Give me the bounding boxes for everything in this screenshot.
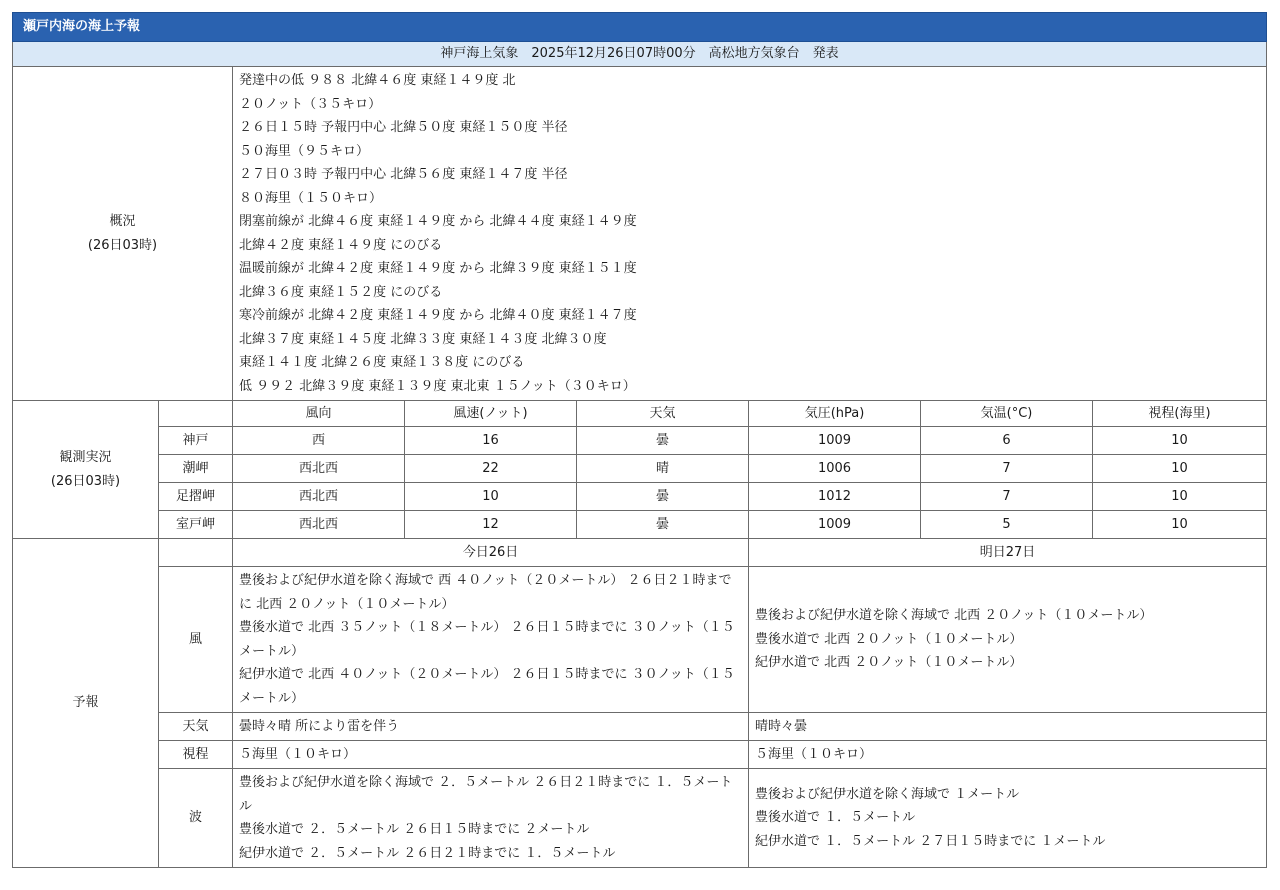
waves-forecast-day1	[233, 769, 749, 868]
pressure-cell: 1012	[749, 483, 921, 511]
wind-direction-cell: 西	[233, 427, 405, 455]
weather-row-label: 天気	[159, 713, 233, 741]
column-header: 気温(°C)	[921, 401, 1093, 427]
overview-line: 温暖前線が 北緯４２度 東経１４９度 から 北緯３９度 東経１５１度	[239, 261, 637, 276]
wind-forecast-line: 豊後および紀伊水道を除く海域で 西 ４０ノット（２０メートル） ２６日２１時までに 北西 ２０ノット（１０メートル）	[239, 573, 732, 612]
overview-line: 閉塞前線が 北緯４６度 東経１４９度 から 北緯４４度 東経１４９度	[239, 214, 637, 229]
visibility-cell: 10	[1093, 483, 1267, 511]
waves-forecast-line: 豊後水道で ２．５メートル ２６日１５時までに ２メートル	[239, 822, 590, 837]
table-row	[13, 483, 1267, 511]
issued-info: 神戸海上気象 2025年12月26日07時00分 高松地方気象台 発表	[13, 42, 1267, 67]
pressure-cell: 1009	[749, 511, 921, 539]
temperature-cell: 5	[921, 511, 1093, 539]
waves-forecast-line: 豊後および紀伊水道を除く海域で ２．５メートル ２６日２１時までに １．５メートル	[239, 775, 733, 814]
waves-forecast-line: 豊後および紀伊水道を除く海域で １メートル	[755, 786, 1020, 802]
weather-cell: 曇	[577, 483, 749, 511]
overview-line: 寒冷前線が 北緯４２度 東経１４９度 から 北緯４０度 東経１４７度	[239, 308, 637, 323]
wind-forecast-line: 豊後水道で 北西 ３５ノット（１８メートル） ２６日１５時までに ３０ノット（１５メートル）	[239, 620, 735, 659]
temperature-cell: 7	[921, 455, 1093, 483]
wind-direction-cell: 西北西	[233, 455, 405, 483]
station-name: 足摺岬	[159, 483, 233, 511]
visibility-forecast-day1: ５海里（１０キロ）	[233, 741, 749, 769]
overview-line: ２７日０３時 予報円中心 北緯５６度 東経１４７度 半径	[239, 167, 568, 182]
overview-line: 発達中の低 ９８８ 北緯４６度 東経１４９度 北	[239, 73, 516, 88]
waves-forecast-line: 紀伊水道で １．５メートル ２７日１５時までに １メートル	[755, 833, 1106, 849]
waves-row-label: 波	[159, 769, 233, 868]
wind-forecast-line: 紀伊水道で 北西 ２０ノット（１０メートル）	[755, 655, 1023, 671]
column-header: 気圧(hPa)	[749, 401, 921, 427]
pressure-cell: 1009	[749, 427, 921, 455]
table-row	[13, 427, 1267, 455]
weather-forecast-day1: 曇時々晴 所により雷を伴う	[233, 713, 749, 741]
wind-speed-cell: 10	[405, 483, 577, 511]
wind-speed-cell: 12	[405, 511, 577, 539]
overview-label: 概況	[109, 214, 136, 229]
visibility-cell: 10	[1093, 427, 1267, 455]
wind-speed-cell: 22	[405, 455, 577, 483]
pressure-cell: 1006	[749, 455, 921, 483]
station-name: 潮岬	[159, 455, 233, 483]
overview-text	[233, 67, 1267, 401]
visibility-cell: 10	[1093, 455, 1267, 483]
column-header: 風速(ノット)	[405, 401, 577, 427]
forecast-day2-header: 明日27日	[749, 539, 1267, 567]
wind-row-label: 風	[159, 567, 233, 713]
overview-line: 東経１４１度 北緯２６度 東経１３８度 にのびる	[239, 355, 525, 370]
temperature-cell: 7	[921, 483, 1093, 511]
page-title: 瀬戸内海の海上予報	[13, 13, 1267, 42]
weather-cell: 曇	[577, 511, 749, 539]
weather-cell: 晴	[577, 455, 749, 483]
observation-label-cell	[13, 401, 159, 539]
overview-line: ８０海里（１５０キロ）	[239, 190, 383, 206]
overview-line: 北緯３６度 東経１５２度 にのびる	[239, 284, 443, 300]
column-header: 視程(海里)	[1093, 401, 1267, 427]
table-row	[13, 455, 1267, 483]
forecast-day1-header: 今日26日	[233, 539, 749, 567]
wind-forecast-line: 豊後および紀伊水道を除く海域で 北西 ２０ノット（１０メートル）	[755, 608, 1153, 624]
overview-line: 北緯３７度 東経１４５度 北緯３３度 東経１４３度 北緯３０度	[239, 331, 607, 347]
visibility-cell: 10	[1093, 511, 1267, 539]
wind-forecast-line: 豊後水道で 北西 ２０ノット（１０メートル）	[755, 631, 1023, 647]
overview-line: ２６日１５時 予報円中心 北緯５０度 東経１５０度 半径	[239, 120, 568, 135]
marine-forecast-table	[12, 12, 1267, 868]
station-header-blank	[159, 401, 233, 427]
forecast-panel	[12, 12, 1266, 868]
temperature-cell: 6	[921, 427, 1093, 455]
waves-forecast-line: 豊後水道で １．５メートル	[755, 810, 916, 826]
overview-line: ５０海里（９５キロ）	[239, 143, 370, 159]
wind-direction-cell: 西北西	[233, 511, 405, 539]
overview-time: (26日03時)	[87, 237, 158, 253]
wind-direction-cell: 西北西	[233, 483, 405, 511]
overview-label-cell	[13, 67, 233, 401]
observation-label: 観測実況	[59, 450, 112, 465]
station-name: 室戸岬	[159, 511, 233, 539]
wind-forecast-day2	[749, 567, 1267, 713]
overview-line: 低 ９９２ 北緯３９度 東経１３９度 東北東 １５ノット（３０キロ）	[239, 378, 636, 394]
waves-forecast-line: 紀伊水道で ２．５メートル ２６日２１時までに １．５メートル	[239, 845, 616, 861]
observation-time: (26日03時)	[50, 473, 121, 489]
waves-forecast-day2	[749, 769, 1267, 868]
overview-line: ２０ノット（３５キロ）	[239, 96, 382, 112]
column-header: 天気	[577, 401, 749, 427]
wind-forecast-line: 紀伊水道で 北西 ４０ノット（２０メートル） ２６日１５時までに ３０ノット（１５メートル）	[239, 667, 735, 706]
overview-line: 北緯４２度 東経１４９度 にのびる	[239, 237, 443, 253]
weather-cell: 曇	[577, 427, 749, 455]
forecast-label: 予報	[13, 539, 159, 868]
visibility-row-label: 視程	[159, 741, 233, 769]
wind-forecast-day1	[233, 567, 749, 713]
visibility-forecast-day2: ５海里（１０キロ）	[749, 741, 1267, 769]
column-header: 風向	[233, 401, 405, 427]
table-row	[13, 511, 1267, 539]
weather-forecast-day2: 晴時々曇	[749, 713, 1267, 741]
wind-speed-cell: 16	[405, 427, 577, 455]
station-name: 神戸	[159, 427, 233, 455]
forecast-header-blank	[159, 539, 233, 567]
